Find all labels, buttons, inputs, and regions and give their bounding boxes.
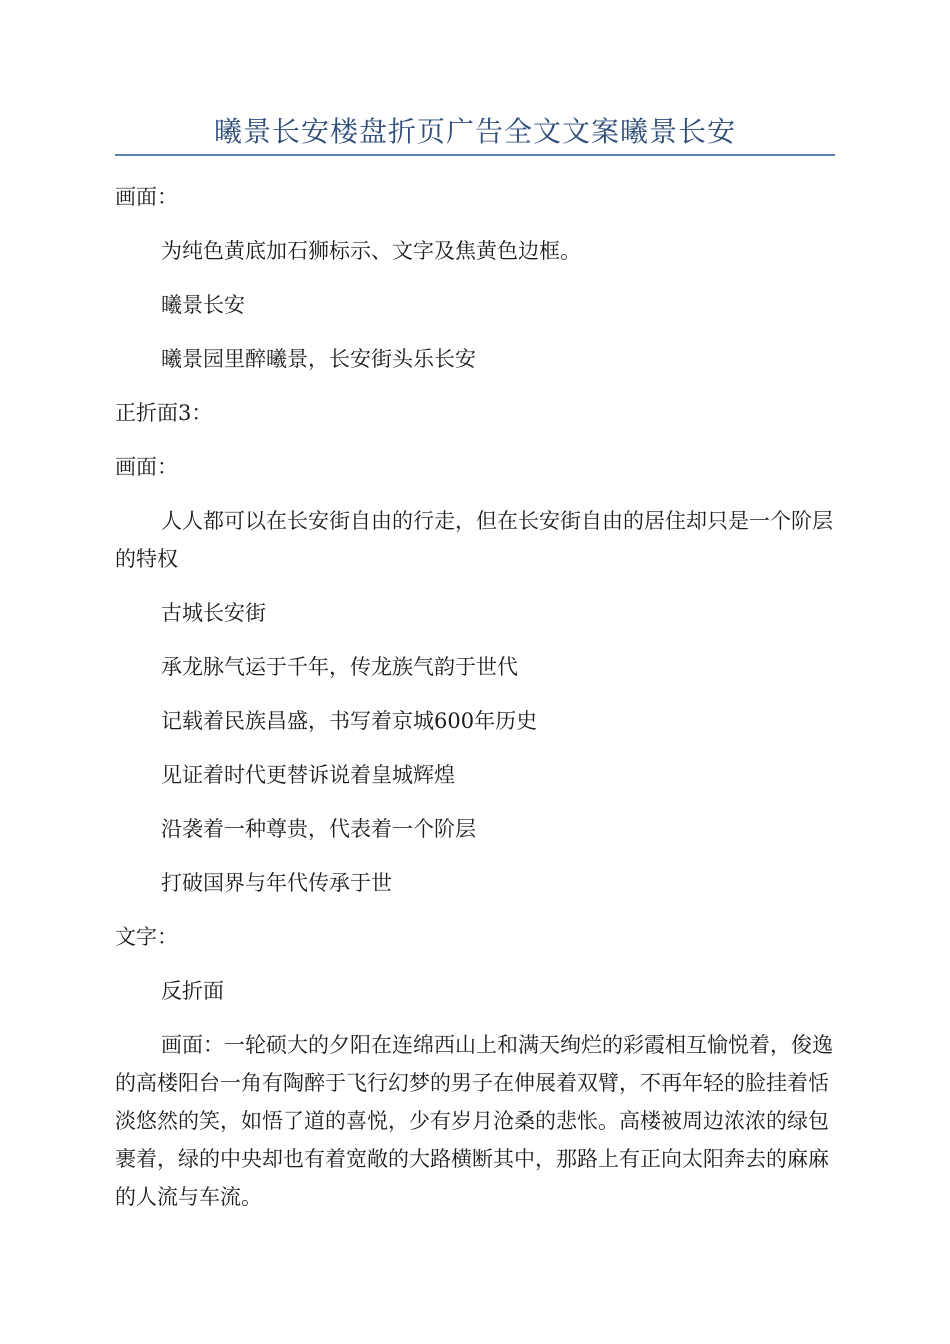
paragraph-brand-name: 曦景长安	[161, 293, 245, 317]
paragraph-heading-fold-3: 正折面3：	[115, 401, 213, 425]
paragraph-slogan: 曦景园里醉曦景，长安街头乐长安	[161, 347, 476, 371]
paragraph-honor: 沿袭着一种尊贵，代表着一个阶层	[161, 817, 476, 841]
title-underline	[115, 154, 835, 156]
paragraph-heading-text: 文字：	[115, 925, 178, 949]
paragraph-witness: 见证着时代更替诉说着皇城辉煌	[161, 763, 455, 787]
paragraph-scene-description: 画面：一轮硕大的夕阳在连绵西山上和满天绚烂的彩霞相互愉悦着，俊逸的高楼阳台一角有陶醉于飞行幻梦的男子在伸展着双臂，不再年轻的脸挂着恬淡悠然的笑，如悟了道的喜悦，少有岁月沧桑的悲怅。高楼被周边浓浓的绿包裹着，绿的中央却也有着宽敞的大路横断其中，那路上有正向太阳奔去的麻麻的人流与车流。	[115, 1033, 833, 1209]
paragraph-privilege: 人人都可以在长安街自由的行走，但在长安街自由的居住却只是一个阶层的特权	[115, 509, 833, 571]
paragraph-heritage: 打破国界与年代传承于世	[161, 871, 392, 895]
paragraph-ancient-street: 古城长安街	[161, 601, 266, 625]
paragraph-heading-huamian-2: 画面：	[115, 455, 178, 479]
document-body	[115, 178, 833, 1232]
paragraph-history: 记载着民族昌盛，书写着京城600年历史	[161, 709, 538, 733]
paragraph-description: 为纯色黄底加石狮标示、文字及焦黄色边框。	[161, 239, 581, 263]
paragraph-dragon: 承龙脉气运于千年，传龙族气韵于世代	[161, 655, 518, 679]
document-title: 曦景长安楼盘折页广告全文文案曦景长安	[213, 115, 736, 148]
paragraph-heading-huamian-1: 画面：	[115, 185, 178, 209]
paragraph-reverse-fold: 反折面	[161, 979, 224, 1003]
